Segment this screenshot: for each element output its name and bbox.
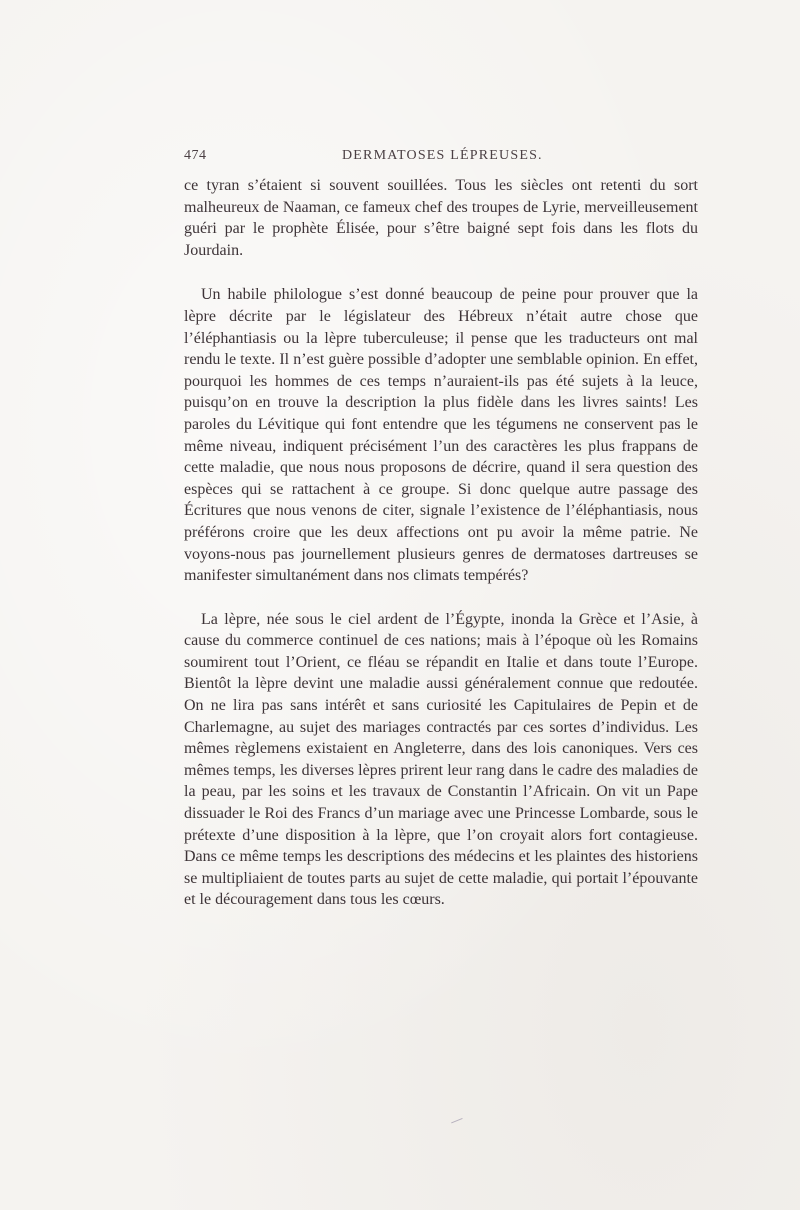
ink-mark	[451, 1118, 465, 1129]
paragraph-2: Un habile philologue s’est donné beaucoup de peine pour prouver que la lèpre décrite par le législateur des Hébreux n’était autre chose que l’éléphantiasis ou la lèpre tuberculeuse; il pense que les traducteurs ont mal rendu le texte. Il n’est guère possible d’adopter une semblable opinion. En effet, pourquoi les hommes de ces temps n’auraient-ils pas été sujets à la leuce, puisqu’on en trouve la description la plus fidèle dans les livres saints! Les paroles du Lévitique qui font entendre que les tégumens ne conservent pas le même niveau, indiquent précisément l’un des caractères les plus frappans de cette maladie, que nous nous proposons de décrire, quand il sera question des espèces qui se rattachent à ce groupe. Si donc quelque autre passage des Écritures que nous venons de citer, signale l’existence de l’éléphantiasis, nous préférons croire que les deux affections ont pu avoir la même patrie. Ne voyons-nous pas journellement plusieurs genres de dermatoses dartreuses se manifester simultanément dans nos climats tempérés?	[184, 286, 698, 585]
page-number: 474	[184, 148, 207, 163]
body-text	[184, 175, 698, 911]
paragraph-1: ce tyran s’étaient si souvent souillées. Tous les siècles ont retenti du sort malheureux de Naaman, ce fameux chef des troupes de Lyrie, merveilleusement guéri par le prophète Élisée, pour s’être baigné sept fois dans les flots du Jourdain.	[184, 177, 698, 259]
page-header	[184, 148, 700, 170]
paragraph-3: La lèpre, née sous le ciel ardent de l’Égypte, inonda la Grèce et l’Asie, à cause du commerce continuel de ces nations; mais à l’époque où les Romains soumirent tout l’Orient, ce fléau se répandit en Italie et dans toute l’Europe. Bientôt la lèpre devint une maladie aussi généralement connue que redoutée. On ne lira pas sans intérêt et sans curiosité les Capitulaires de Pepin et de Charlemagne, au sujet des mariages contractés par ces sortes d’individus. Les mêmes règlemens existaient en Angleterre, dans des lois canoniques. Vers ces mêmes temps, les diverses lèpres prirent leur rang dans le cadre des maladies de la peau, par les soins et les travaux de Constantin l’Africain. On vit un Pape dissuader le Roi des Francs d’un mariage avec une Princesse Lombarde, sous le prétexte d’une disposition à la lèpre, que l’on croyait alors fort contagieuse. Dans ce même temps les descriptions des médecins et les plaintes des historiens se multipliaient de toutes parts au sujet de cette maladie, qui portait l’épouvante et le découragement dans tous les cœurs.	[184, 610, 698, 909]
running-head: DERMATOSES LÉPREUSES.	[342, 148, 543, 163]
